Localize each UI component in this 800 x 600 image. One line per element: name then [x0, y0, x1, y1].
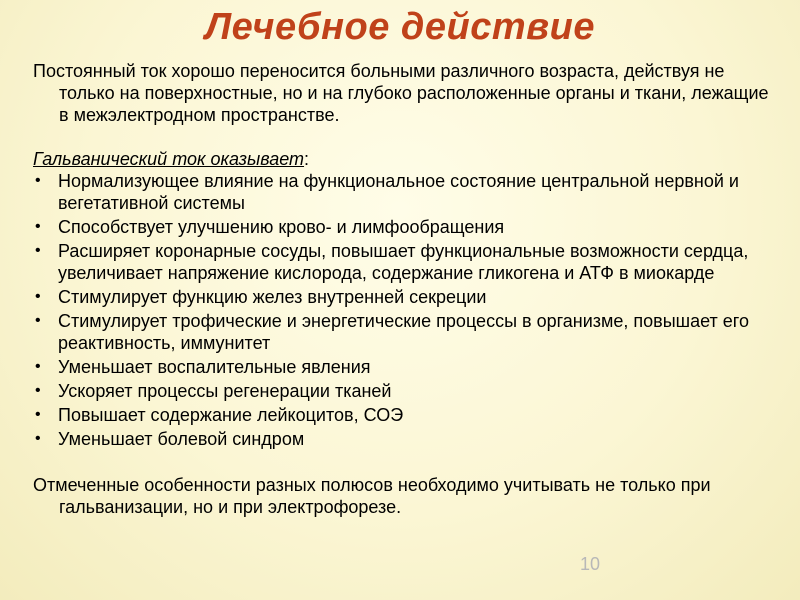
bullet-icon: •	[35, 312, 41, 329]
subheading-text: Гальванический ток оказывает	[33, 149, 305, 169]
list-item	[33, 310, 778, 354]
list-item	[33, 356, 778, 378]
list-item	[33, 380, 778, 402]
bullet-icon: •	[35, 430, 41, 447]
effects-list	[33, 170, 778, 450]
spacer	[33, 452, 778, 474]
list-item-text: Повышает содержание лейкоцитов, СОЭ	[58, 405, 404, 425]
bullet-icon: •	[35, 382, 41, 399]
list-item-text: Расширяет коронарные сосуды, повышает функциональные возможности сердца, увеличивает напряжение кислорода, содержание гликогена и АТФ в миокарде	[58, 241, 749, 283]
list-item	[33, 404, 778, 426]
list-item	[33, 216, 778, 238]
bullet-icon: •	[35, 406, 41, 423]
list-item	[33, 286, 778, 308]
subheading-colon: :	[304, 149, 310, 169]
list-item-text: Нормализующее влияние на функциональное состояние центральной нервной и вегетативной системы	[58, 171, 739, 213]
spacer	[33, 126, 778, 148]
list-item-text: Стимулирует трофические и энергетические процессы в организме, повышает его реактивность, иммунитет	[58, 311, 749, 353]
list-item-text: Ускоряет процессы регенерации тканей	[58, 381, 392, 401]
slide-content	[33, 60, 778, 518]
list-item	[33, 428, 778, 450]
bullet-icon: •	[35, 218, 41, 235]
list-item-text: Стимулирует функцию желез внутренней секреции	[58, 287, 487, 307]
bullet-icon: •	[35, 288, 41, 305]
bullet-icon: •	[35, 242, 41, 259]
subheading	[33, 148, 778, 170]
list-item-text: Уменьшает болевой синдром	[58, 429, 305, 449]
list-item-text: Способствует улучшению крово- и лимфообращения	[58, 217, 505, 237]
list-item	[33, 240, 778, 284]
page-number: 10	[580, 554, 601, 574]
slide-title: Лечебное действие	[205, 6, 595, 48]
list-item	[33, 170, 778, 214]
list-item-text: Уменьшает воспалительные явления	[58, 357, 371, 377]
bullet-icon: •	[35, 172, 41, 189]
intro-paragraph: Постоянный ток хорошо переносится больными различного возраста, действуя не только на поверхностные, но и на глубоко расположенные органы и ткани, лежащие в межэлектродном пространстве.	[33, 61, 769, 125]
bullet-icon: •	[35, 358, 41, 375]
closing-paragraph: Отмеченные особенности разных полюсов необходимо учитывать не только при гальванизации, но и при электрофорезе.	[33, 475, 711, 517]
